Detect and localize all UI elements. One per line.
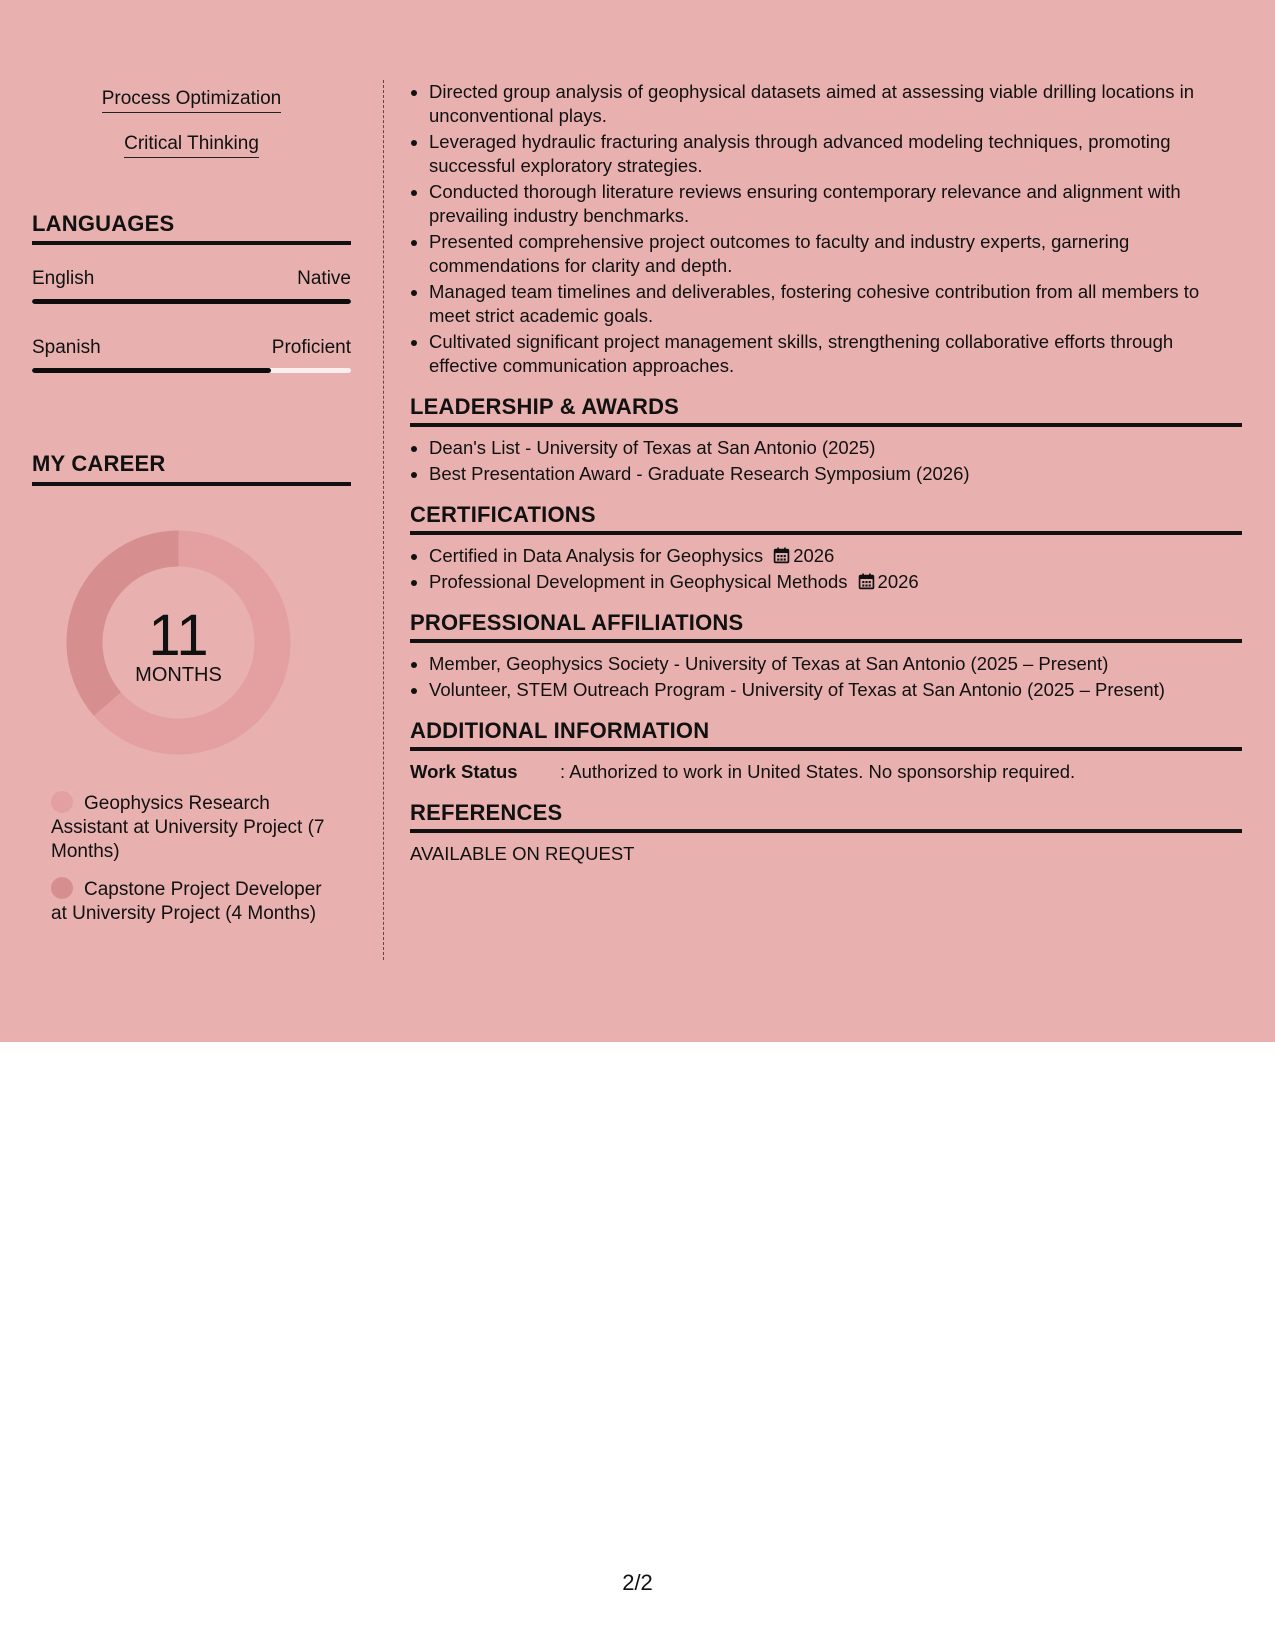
affiliations-list [410,652,1242,702]
career-donut-chart [66,530,291,755]
list-item: • Certified in Data Analysis for Geophysics 2026 [429,544,1242,568]
heading-rule [410,639,1242,643]
leadership-list [410,436,1242,486]
career-heading: MY CAREER [32,451,166,476]
left-column [32,0,351,1042]
references-heading: REFERENCES [410,800,563,825]
work-status-row [410,760,1242,784]
affiliations-heading: PROFESSIONAL AFFILIATIONS [410,610,744,635]
certification-year: 2026 [793,545,835,566]
list-item: • Best Presentation Award - Graduate Research Symposium (2026) [429,462,1242,486]
career-legend-item: Geophysics Research Assistant at University Project (7 Months) [51,793,325,862]
calendar-icon [773,547,790,564]
experience-bullets [410,80,1242,378]
language-level: Proficient [271,337,351,358]
legend-dot [51,877,73,899]
work-status-value: : Authorized to work in United States. No sponsorship required. [560,761,1076,782]
heading-rule [32,482,351,486]
right-column [410,80,1242,866]
skill-tag: Critical Thinking [32,133,351,158]
language-row [32,268,351,290]
heading-rule [32,241,351,245]
certification-year: 2026 [877,571,919,592]
additional-info-heading: ADDITIONAL INFORMATION [410,718,710,743]
certifications-list [410,544,1242,594]
list-item: • Managed team timelines and deliverables, fostering cohesive contribution from all members to meet strict academic goals. [429,280,1242,328]
leadership-heading: LEADERSHIP & AWARDS [410,394,680,419]
heading-rule [410,747,1242,751]
calendar-icon [858,573,875,590]
list-item: • Dean's List - University of Texas at San Antonio (2025) [429,436,1242,460]
list-item: • Member, Geophysics Society - University of Texas at San Antonio (2025 – Present) [429,652,1242,676]
list-item: • Volunteer, STEM Outreach Program - University of Texas at San Antonio (2025 – Present) [429,678,1242,702]
language-level: Native [297,268,351,289]
skill-tag: Process Optimization [32,88,351,113]
list-item: • Directed group analysis of geophysical datasets aimed at assessing viable drilling locations in unconventional plays. [429,80,1242,128]
career-legend-item: Capstone Project Developer at University Project (4 Months) [51,879,322,924]
language-row [32,337,351,359]
heading-rule [410,423,1242,427]
list-item: • Leveraged hydraulic fracturing analysis through advanced modeling techniques, promoting successful exploratory strategies. [429,130,1242,178]
language-proficiency-bar [32,368,351,373]
heading-rule [410,829,1242,833]
list-item: • Cultivated significant project management skills, strengthening collaborative efforts through effective communication approaches. [429,330,1242,378]
page-number: 2/2 [622,1570,653,1595]
heading-rule [410,531,1242,535]
language-proficiency-bar [32,299,351,304]
career-unit-label: MONTHS [135,664,222,686]
list-item: • Professional Development in Geophysical Methods 2026 [429,570,1242,594]
certifications-heading: CERTIFICATIONS [410,502,596,527]
list-item: • Presented comprehensive project outcomes to faculty and industry experts, garnering commendations for clarity and depth. [429,230,1242,278]
column-divider [383,80,384,960]
language-name: English [32,268,95,289]
language-proficiency-fill [32,368,271,373]
legend-dot [51,791,73,813]
list-item: • Conducted thorough literature reviews ensuring contemporary relevance and alignment with prevailing industry benchmarks. [429,180,1242,228]
languages-heading: LANGUAGES [32,211,175,236]
language-proficiency-fill [32,299,351,304]
language-name: Spanish [32,337,101,358]
references-text: AVAILABLE ON REQUEST [410,843,635,864]
work-status-label: Work Status [410,761,518,782]
career-total-months: 11 [148,603,209,668]
